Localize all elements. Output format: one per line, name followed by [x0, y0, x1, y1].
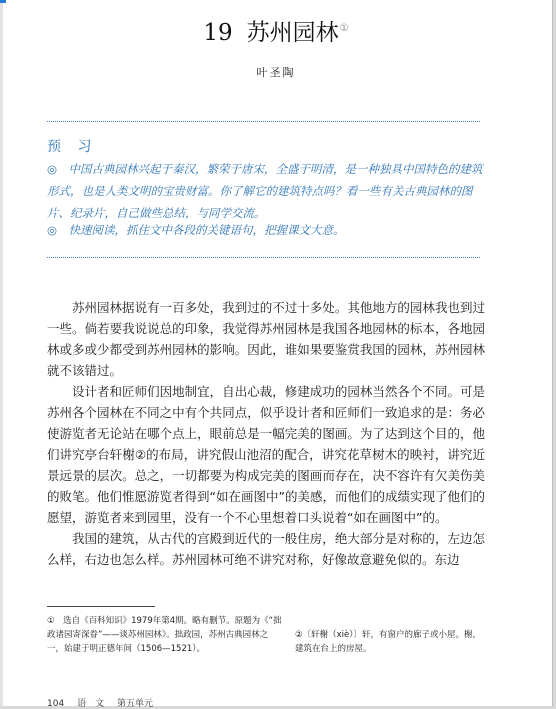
body-paragraph: 我国的建筑，从古代的宫殿到近代的一般住房，绝大部分是对称的，左边怎么样，右边也怎么样。苏州园林可绝不讲究对称，好像故意避免似的。东边	[47, 531, 485, 567]
preview-top-divider	[47, 121, 480, 122]
page-number: 104	[47, 699, 65, 709]
body-paragraph: 苏州园林据说有一百多处，我到过的不过十多处。其他地方的园林我也到过一些。倘若要我说说总的印象，我觉得苏州园林是我国各地园林的标本，各地园林或多或少都受到苏州园林的影响。因此，谁如果要鉴赏我国的园林，苏州园林就不该错过。	[47, 300, 485, 378]
lesson-number: 19	[203, 20, 233, 46]
author-name: 叶圣陶	[256, 66, 296, 79]
preview-item: ◎ 中国古典园林兴起于秦汉，繁荣于唐宋，全盛于明清，是一种独具中国特色的建筑形式，也是人类文明的宝贵财富。你了解它的建筑特点吗？看一些有关古典园林的图片、纪录片，自己做些总结，与同学交流。	[47, 162, 483, 220]
footnote-rule	[47, 606, 155, 607]
footnote-1: ① 选自《百科知识》1979年第4期。略有删节。原题为《“拙政诸园寄深眷”——谈苏州园林》。拙政园，苏州古典园林之一，始建于明正德年间（1506—1521）。	[47, 616, 282, 654]
unit-name: 第五单元	[116, 699, 153, 709]
page-footer	[47, 696, 347, 709]
corner-mark	[0, 0, 6, 3]
preview-heading: 预 习	[47, 139, 98, 155]
preview-item: ◎ 快速阅读，抓住文中各段的关键语句，把握课文大意。	[47, 223, 345, 237]
title-note-mark: ①	[339, 23, 349, 35]
preview-bottom-divider	[47, 257, 480, 258]
page-edge	[0, 0, 3, 706]
lesson-title-text: 苏州园林	[246, 20, 339, 46]
body-paragraph: 设计者和匠师们因地制宜，自出心裁，修建成功的园林当然各个不同。可是苏州各个园林在不同之中有个共同点，似乎设计者和匠师们一致追求的是：务必使游览者无论站在哪个点上，眼前总是一幅完美的图画。为了达到这个目的，他们讲究亭台轩榭②的布局，讲究假山池沼的配合，讲究花草树木的映衬，讲究近景远景的层次。总之，一切都要为构成完美的图画而存在，决不容许有欠美伤美的败笔。他们惟愿游览者得到“如在画图中”的美感，而他们的成绩实现了他们的愿望，游览者来到园里，没有一个不心里想着口头说着“如在画图中”的。	[47, 384, 485, 525]
footnote-2: ②〔轩榭（xiè）〕轩，有窗户的廊子或小屋。榭，建筑在台上的房屋。	[295, 630, 481, 654]
body-text	[47, 297, 485, 570]
lesson-title	[0, 14, 552, 47]
book-name: 语 文	[77, 699, 105, 709]
